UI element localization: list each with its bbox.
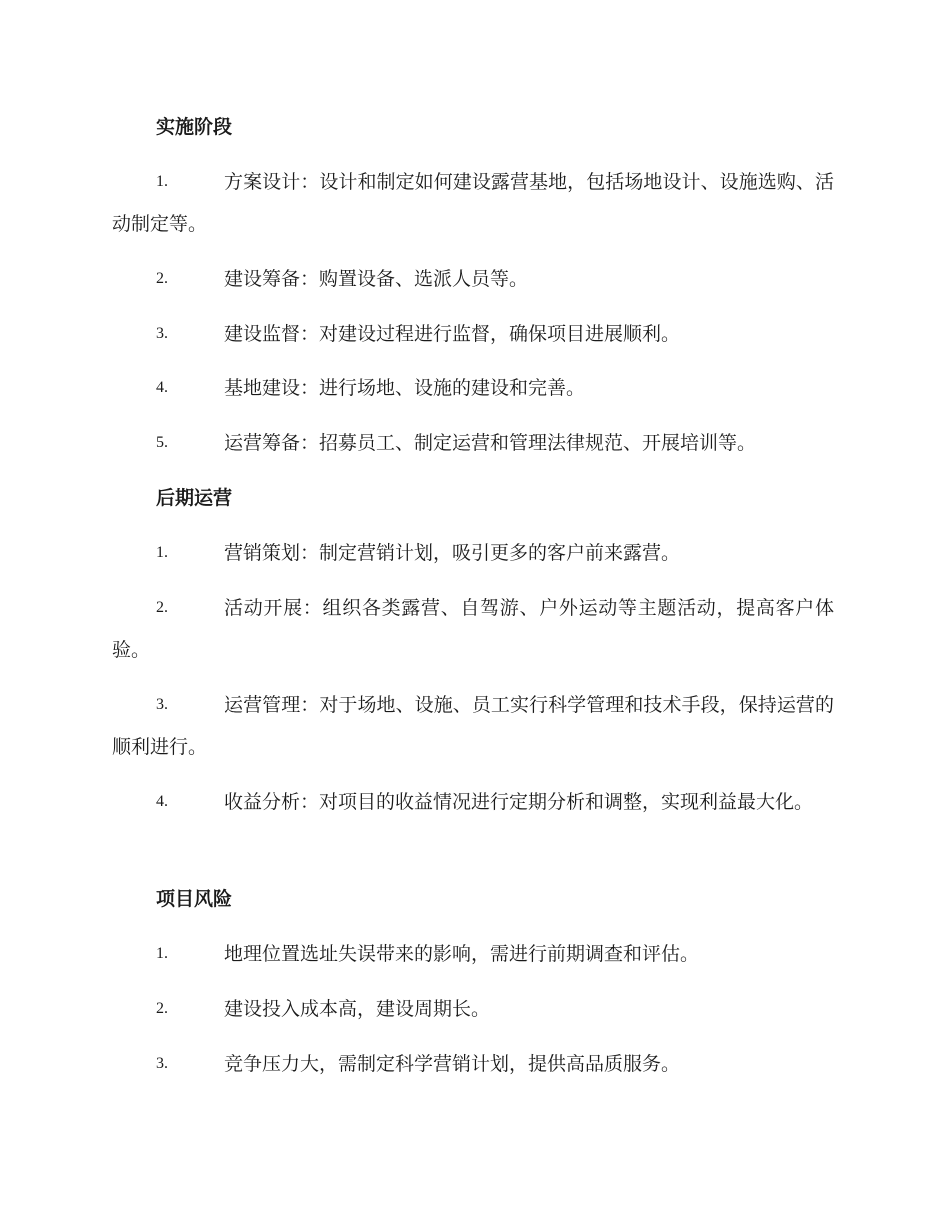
- list-item: [112, 781, 834, 823]
- item-text: 运营筹备：招募员工、制定运营和管理法律规范、开展培训等。: [224, 432, 757, 454]
- section-risks: [112, 885, 834, 913]
- section-implementation: [112, 113, 834, 141]
- list-item: [112, 422, 834, 464]
- section-heading: 项目风险: [156, 888, 233, 910]
- item-text: 运营管理：对于场地、设施、员工实行科学管理和技术手段，保持运营的顺利进行。: [112, 694, 834, 758]
- item-number: 4.: [156, 379, 168, 396]
- item-number: 5.: [156, 434, 168, 451]
- item-number: 4.: [156, 793, 168, 810]
- item-number: 1.: [156, 544, 168, 561]
- item-text: 营销策划：制定营销计划，吸引更多的客户前来露营。: [224, 542, 681, 564]
- item-text: 建设投入成本高，建设周期长。: [224, 998, 491, 1020]
- item-text: 收益分析：对项目的收益情况进行定期分析和调整，实现利益最大化。: [224, 791, 814, 813]
- section-heading: 后期运营: [156, 487, 233, 509]
- item-number: 2.: [156, 1000, 168, 1017]
- list-item: [112, 161, 834, 245]
- item-number: 1.: [156, 173, 168, 190]
- list-item: [112, 988, 834, 1030]
- list-item: [112, 684, 834, 768]
- item-text: 活动开展：组织各类露营、自驾游、户外运动等主题活动，提高客户体验。: [112, 597, 834, 661]
- item-text: 地理位置选址失误带来的影响，需进行前期调查和评估。: [224, 943, 700, 965]
- section-operations: [112, 484, 834, 512]
- item-number: 3.: [156, 696, 168, 713]
- list-item: [112, 258, 834, 300]
- item-text: 竞争压力大，需制定科学营销计划，提供高品质服务。: [224, 1053, 681, 1075]
- list-item: [112, 532, 834, 574]
- list-item: [112, 1043, 834, 1085]
- section-heading: 实施阶段: [156, 116, 233, 138]
- list-item: [112, 313, 834, 355]
- item-number: 2.: [156, 270, 168, 287]
- item-text: 基地建设：进行场地、设施的建设和完善。: [224, 377, 586, 399]
- list-item: [112, 367, 834, 409]
- item-text: 建设筹备：购置设备、选派人员等。: [224, 268, 529, 290]
- item-number: 3.: [156, 1055, 168, 1072]
- item-number: 3.: [156, 325, 168, 342]
- list-item: [112, 933, 834, 975]
- item-text: 建设监督：对建设过程进行监督，确保项目进展顺利。: [224, 323, 681, 345]
- list-item: [112, 587, 834, 671]
- item-number: 1.: [156, 945, 168, 962]
- item-number: 2.: [156, 599, 168, 616]
- item-text: 方案设计：设计和制定如何建设露营基地，包括场地设计、设施选购、活动制定等。: [112, 171, 834, 235]
